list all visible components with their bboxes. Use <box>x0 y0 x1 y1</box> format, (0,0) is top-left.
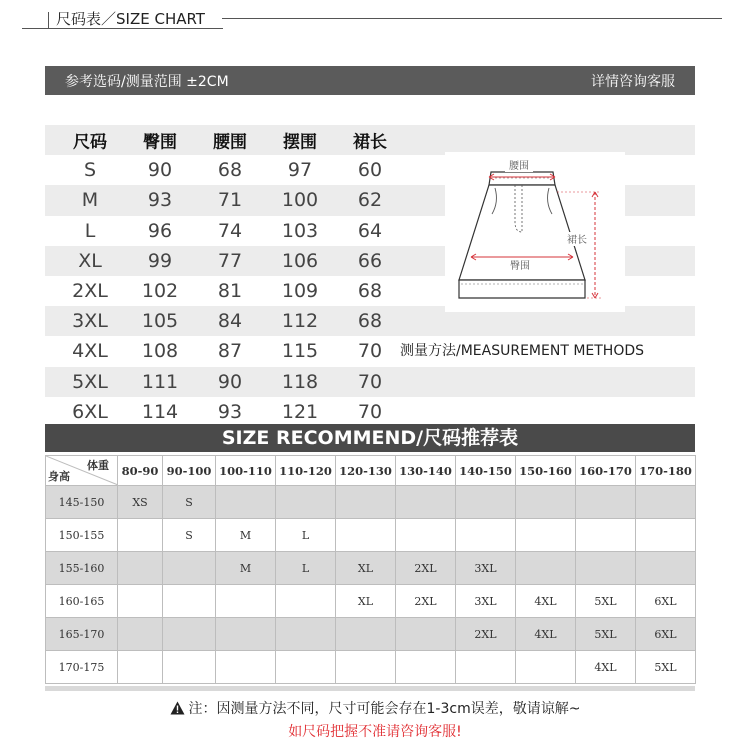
size-table-cell: 90 <box>147 159 173 182</box>
recommend-row <box>46 552 696 585</box>
recommended-size-cell <box>118 552 163 585</box>
size-table-header-cell: 裙长 <box>353 132 387 153</box>
warning-icon <box>170 701 185 715</box>
recommended-size-cell <box>276 651 336 684</box>
recommended-size-cell: 5XL <box>576 618 636 651</box>
size-table-cell: 111 <box>141 370 179 393</box>
recommended-size-cell <box>276 618 336 651</box>
recommended-size-cell <box>216 651 276 684</box>
header-line-left <box>22 28 48 29</box>
size-table-cell: 70 <box>357 340 383 363</box>
size-table-cell: 93 <box>217 400 243 423</box>
size-table-cell: 71 <box>217 189 243 212</box>
size-table-cell: XL <box>78 249 102 272</box>
page-title: 尺码表／SIZE CHART <box>56 10 205 28</box>
height-axis-label: 身高 <box>48 470 70 483</box>
height-range-cell: 155-160 <box>46 552 118 585</box>
recommended-size-cell <box>163 651 216 684</box>
recommended-size-cell <box>276 585 336 618</box>
size-table-cell: 68 <box>217 159 243 182</box>
weight-range-header: 80-90 <box>118 456 163 486</box>
skirt-illustration <box>445 152 625 312</box>
size-table-cell: 90 <box>217 370 243 393</box>
size-table-cell: L <box>84 219 96 242</box>
size-table-header-row <box>45 125 695 155</box>
recommended-size-cell: 2XL <box>456 618 516 651</box>
size-table-cell: 74 <box>217 219 243 242</box>
recommended-size-cell <box>456 486 516 519</box>
size-table-header-cell: 摆围 <box>283 132 317 153</box>
recommend-row <box>46 585 696 618</box>
size-table-cell: 68 <box>357 280 383 303</box>
size-table-cell: 68 <box>357 310 383 333</box>
recommended-size-cell: M <box>216 519 276 552</box>
weight-range-header: 110-120 <box>276 456 336 486</box>
size-table-cell: 109 <box>281 280 319 303</box>
size-table-cell: 97 <box>287 159 313 182</box>
recommended-size-cell <box>118 519 163 552</box>
reference-banner <box>45 66 695 95</box>
size-table-cell: 115 <box>281 340 319 363</box>
recommended-size-cell <box>276 486 336 519</box>
recommended-size-cell <box>118 618 163 651</box>
recommended-size-cell <box>163 585 216 618</box>
error-note-text: 注：因测量方法不同，尺寸可能会存在1-3cm误差，敬请谅解~ <box>188 701 581 717</box>
size-table-cell: 114 <box>141 400 179 423</box>
height-range-cell: 165-170 <box>46 618 118 651</box>
size-table-cell: M <box>81 189 99 212</box>
recommended-size-cell: 3XL <box>456 585 516 618</box>
size-table-cell: 70 <box>357 400 383 423</box>
recommended-size-cell: 4XL <box>516 618 576 651</box>
recommended-size-cell <box>636 552 696 585</box>
skirt-diagram <box>445 152 625 312</box>
recommended-size-cell <box>336 618 396 651</box>
size-table-cell: 96 <box>147 219 173 242</box>
recommended-size-cell: 6XL <box>636 618 696 651</box>
table-bottom-bar <box>45 686 695 691</box>
banner-left-text: 参考选码/测量范围 ±2CM <box>65 73 229 90</box>
weight-range-header: 120-130 <box>336 456 396 486</box>
waistband-shape <box>489 172 555 185</box>
recommended-size-cell: 2XL <box>396 552 456 585</box>
size-table-row <box>45 367 695 397</box>
size-recommend-banner: SIZE RECOMMEND/尺码推荐表 <box>45 424 695 452</box>
recommended-size-cell <box>576 552 636 585</box>
recommended-size-cell <box>636 519 696 552</box>
recommend-row <box>46 651 696 684</box>
recommended-size-cell <box>396 486 456 519</box>
corner-header-cell <box>46 456 118 486</box>
weight-range-header: 160-170 <box>576 456 636 486</box>
size-recommend-table <box>45 455 696 684</box>
recommended-size-cell: L <box>276 519 336 552</box>
weight-axis-label: 体重 <box>87 459 109 472</box>
recommended-size-cell: 2XL <box>396 585 456 618</box>
size-table-cell: 108 <box>141 340 179 363</box>
recommended-size-cell: S <box>163 486 216 519</box>
recommended-size-cell <box>216 585 276 618</box>
recommended-size-cell <box>118 651 163 684</box>
height-range-cell: 145-150 <box>46 486 118 519</box>
recommended-size-cell <box>163 552 216 585</box>
size-table-cell: 2XL <box>72 280 108 303</box>
recommend-row <box>46 486 696 519</box>
size-table-cell: 62 <box>357 189 383 212</box>
recommended-size-cell: XL <box>336 585 396 618</box>
size-table-header-cell: 尺码 <box>73 132 107 153</box>
size-table-cell: 87 <box>217 340 243 363</box>
weight-range-header: 100-110 <box>216 456 276 486</box>
weight-range-header: 130-140 <box>396 456 456 486</box>
recommended-size-cell: L <box>276 552 336 585</box>
size-table-cell: 64 <box>357 219 383 242</box>
size-table-cell: 66 <box>357 249 383 272</box>
recommended-size-cell <box>396 618 456 651</box>
recommend-row <box>46 618 696 651</box>
recommended-size-cell <box>216 618 276 651</box>
size-table-cell: 77 <box>217 249 243 272</box>
skirt-hem-shape <box>459 280 585 298</box>
recommended-size-cell <box>396 519 456 552</box>
recommended-size-cell: 4XL <box>516 585 576 618</box>
header-line-right <box>222 18 722 19</box>
recommended-size-cell: S <box>163 519 216 552</box>
consult-note: 如尺码把握不准请咨询客服! <box>288 724 462 740</box>
size-table-cell: 99 <box>147 249 173 272</box>
recommended-size-cell <box>576 519 636 552</box>
weight-range-header: 170-180 <box>636 456 696 486</box>
recommended-size-cell <box>396 651 456 684</box>
height-range-cell: 170-175 <box>46 651 118 684</box>
recommended-size-cell <box>576 486 636 519</box>
banner-right-text: 详情咨询客服 <box>591 73 675 90</box>
recommended-size-cell: 5XL <box>636 651 696 684</box>
waist-label: 腰围 <box>509 161 529 172</box>
weight-range-header: 140-150 <box>456 456 516 486</box>
recommended-size-cell: XS <box>118 486 163 519</box>
size-table-cell: 100 <box>281 189 319 212</box>
size-table-cell: 105 <box>141 310 179 333</box>
length-label: 裙长 <box>567 235 587 246</box>
recommended-size-cell <box>118 585 163 618</box>
size-table-header-cell: 臀围 <box>143 132 177 153</box>
recommended-size-cell <box>336 486 396 519</box>
recommended-size-cell <box>636 486 696 519</box>
recommended-size-cell: 3XL <box>456 552 516 585</box>
size-table-row <box>45 397 695 427</box>
size-table-cell: 102 <box>141 280 179 303</box>
recommended-size-cell <box>336 651 396 684</box>
size-table-cell: 112 <box>281 310 319 333</box>
error-note <box>0 698 750 718</box>
recommended-size-cell <box>516 519 576 552</box>
size-table-cell: 93 <box>147 189 173 212</box>
hip-label: 臀围 <box>510 261 530 272</box>
size-table-cell: 121 <box>281 400 319 423</box>
size-table-cell: 6XL <box>72 400 108 423</box>
size-table-cell: 4XL <box>72 340 108 363</box>
size-table-cell: S <box>83 159 97 182</box>
recommended-size-cell <box>516 486 576 519</box>
size-table-cell: 70 <box>357 370 383 393</box>
recommended-size-cell <box>336 519 396 552</box>
recommended-size-cell <box>456 519 516 552</box>
recommended-size-cell: 5XL <box>576 585 636 618</box>
size-table-cell: 84 <box>217 310 243 333</box>
recommended-size-cell <box>516 651 576 684</box>
size-table-cell: 60 <box>357 159 383 182</box>
recommended-size-cell: 4XL <box>576 651 636 684</box>
recommended-size-cell: XL <box>336 552 396 585</box>
recommended-size-cell <box>456 651 516 684</box>
height-range-cell: 160-165 <box>46 585 118 618</box>
size-table-cell: 118 <box>281 370 319 393</box>
size-table-cell: 81 <box>217 280 243 303</box>
recommended-size-cell <box>516 552 576 585</box>
recommend-row <box>46 519 696 552</box>
measurement-methods-caption: 测量方法/MEASUREMENT METHODS <box>400 343 645 359</box>
size-table-cell: 3XL <box>72 310 108 333</box>
recommended-size-cell: 6XL <box>636 585 696 618</box>
size-table-cell: 5XL <box>72 370 108 393</box>
recommended-size-cell <box>216 486 276 519</box>
height-range-cell: 150-155 <box>46 519 118 552</box>
weight-range-header: 90-100 <box>163 456 216 486</box>
size-table-cell: 106 <box>281 249 319 272</box>
size-table-cell: 103 <box>281 219 319 242</box>
recommended-size-cell <box>163 618 216 651</box>
weight-range-header: 150-160 <box>516 456 576 486</box>
size-table-header-cell: 腰围 <box>213 132 247 153</box>
recommended-size-cell: M <box>216 552 276 585</box>
